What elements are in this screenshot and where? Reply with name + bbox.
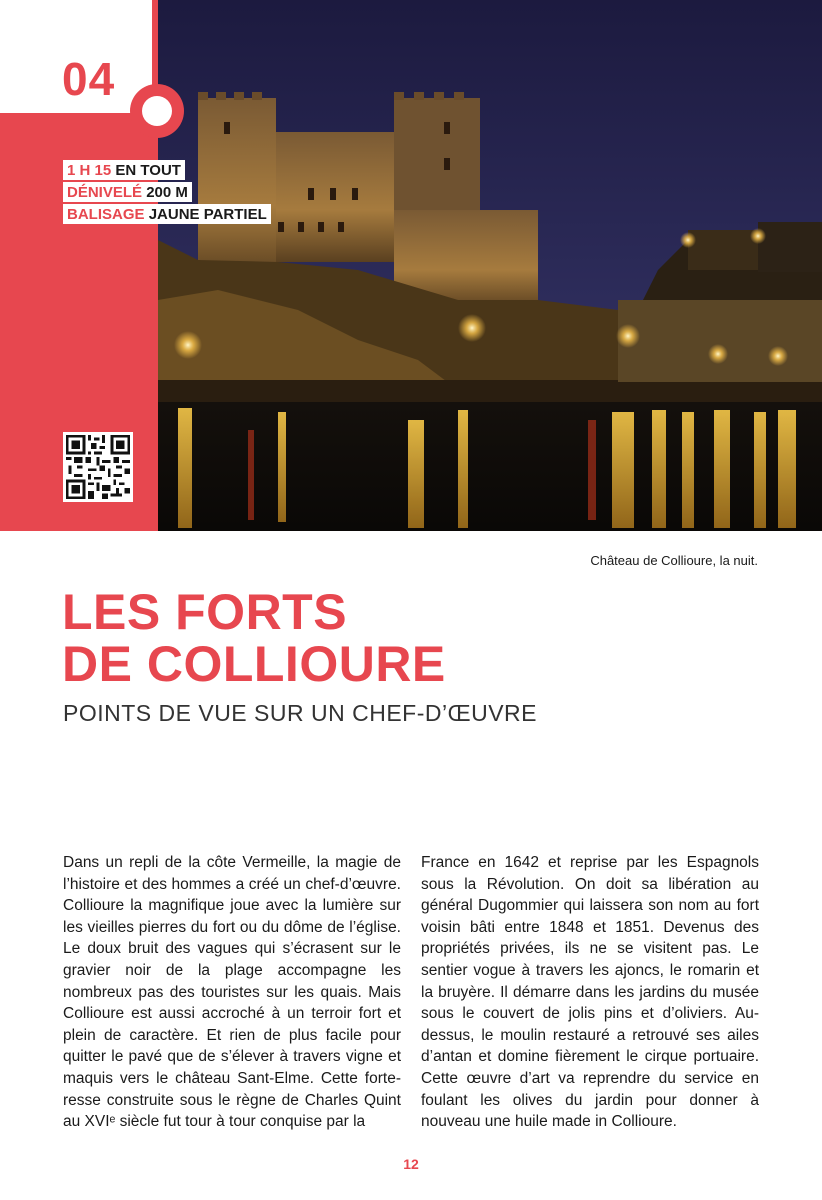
title-line-1: LES FORTS [62, 584, 348, 640]
info-duration: 1 H 15 EN TOUT [63, 160, 185, 180]
article-title [62, 586, 662, 690]
page-number: 12 [403, 1156, 419, 1172]
title-line-2: DE COLLIOURE [62, 636, 446, 692]
article-subtitle: POINTS DE VUE SUR UN CHEF-D’ŒUVRE [63, 700, 537, 726]
route-marker-ring-icon [130, 84, 184, 138]
route-number: 04 [62, 53, 116, 105]
info-marking: BALISAGE JAUNE PARTIEL [63, 204, 271, 224]
qr-code-icon[interactable] [63, 432, 133, 502]
info-elevation: DÉNIVELÉ 200 M [63, 182, 192, 202]
body-paragraph-right: France en 1642 et reprise par les Espagnols sous la Révolution. On doit sa libération au général Dugommier qui laissera son nom au fort voisin bâti entre 1848 et 1851. Devenus des propriétés privées, ils ne se visitent pas. Le sentier vogue à travers les ajoncs, le romarin et la bruyère. Il démarre dans les jardins du musée sous le couvert de jolis pins et d’oliviers. Au-dessus, le moulin restauré a retrouvé ses ailes d’antan et domine fièrement le cirque portuaire. Cette œuvre d’art va reprendre du service en foulant les olives du jardin pour donner à nouveau une huile made in Collioure. [421, 854, 759, 1131]
body-column-right [421, 852, 759, 1133]
photo-caption: Château de Collioure, la nuit. [590, 553, 758, 568]
castle-photo [158, 0, 822, 531]
body-paragraph-left: Dans un repli de la côte Vermeille, la magie de l’histoire et des hommes a créé un chef-d’œuvre. Collioure la magnifique joue avec la lumière sur les vieilles pierres du fort ou du dôme de l’église. Le doux bruit des vagues qui s’écrasent sur le gravier noir de la plage accompagne les nombreux pas des touristes sur les quais. Mais Collioure est aussi accroché à un terroir fort et plein de caractère. Et rien de plus facile pour quitter le pavé que de s’élever à travers vigne et maquis vers le château Sant-Elme. Cette forteresse construite sous le règne de Charles Quint au XVIᵉ siècle fut tour à tour conquise par la [63, 854, 401, 1131]
body-column-left [63, 852, 401, 1133]
route-info-box [63, 160, 271, 226]
